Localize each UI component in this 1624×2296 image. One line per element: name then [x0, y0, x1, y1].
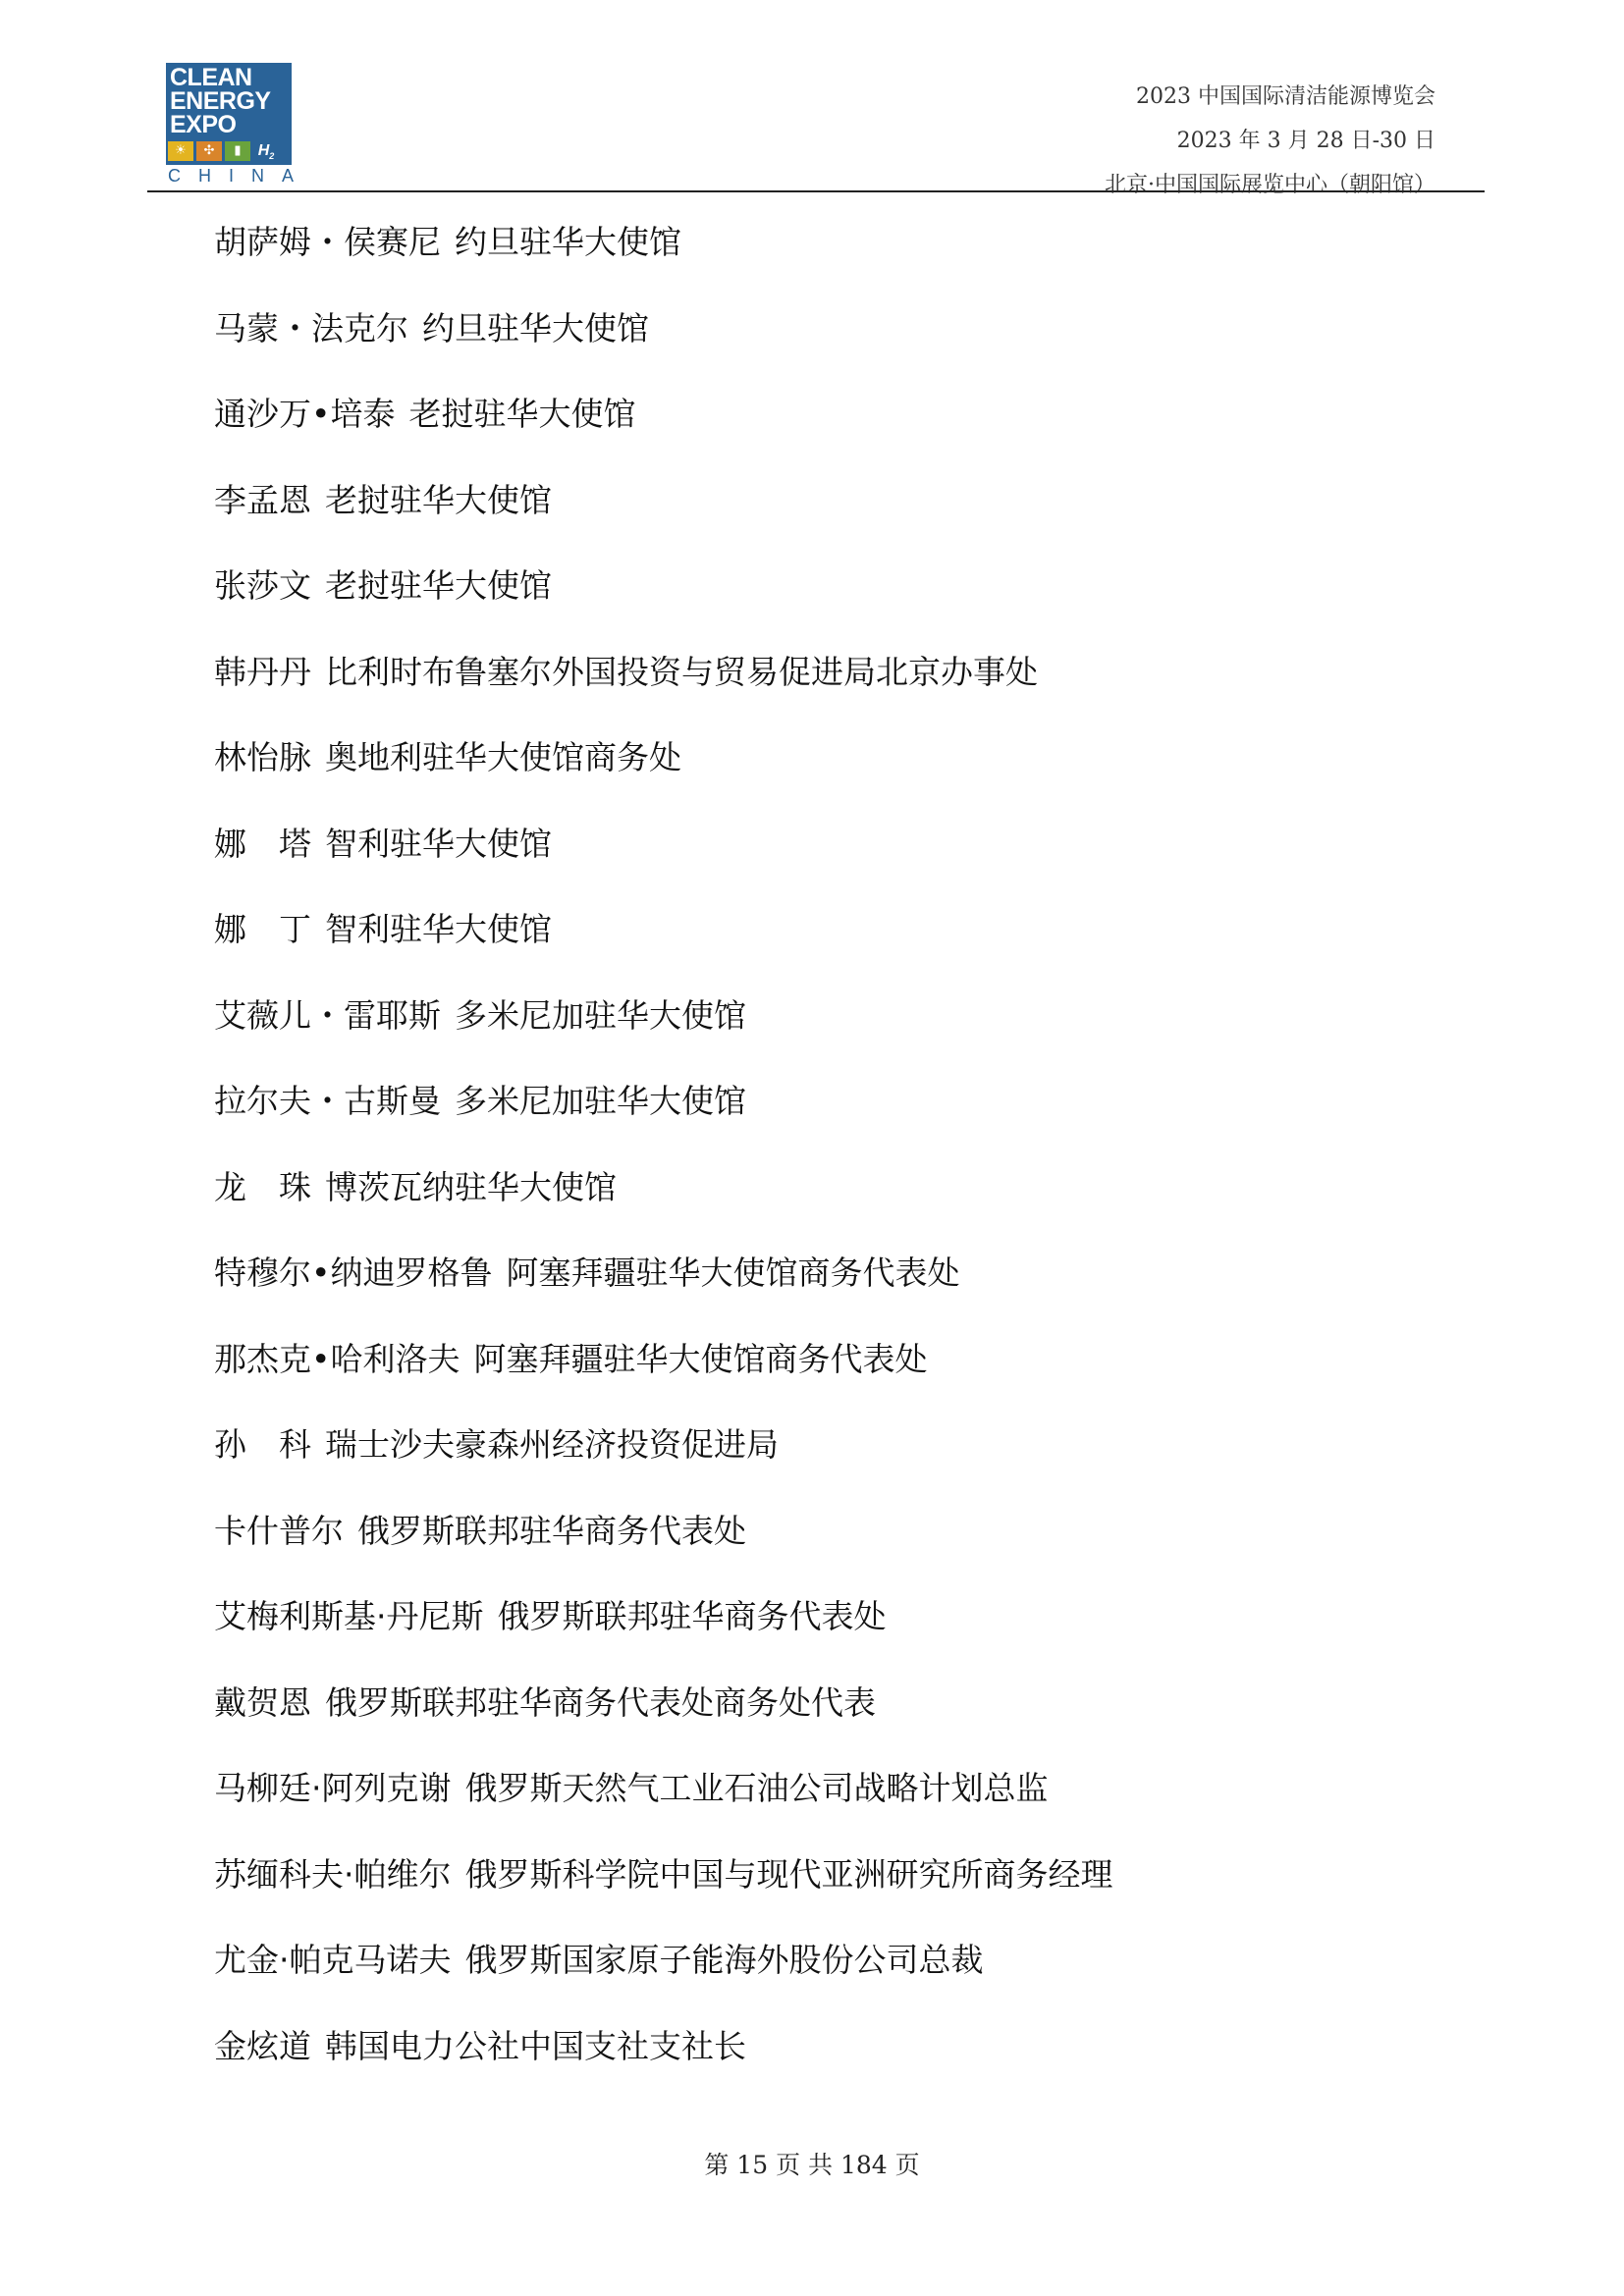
attendee-name: 孙 科 — [214, 1425, 311, 1464]
event-title: 2023 中国国际清洁能源博览会 — [1136, 84, 1435, 109]
logo-line-energy: ENERGY — [170, 87, 271, 115]
attendee-organization: 多米尼加驻华大使馆 — [455, 995, 746, 1035]
attendee-entry — [214, 1932, 1451, 2018]
attendee-organization: 老挝驻华大使馆 — [325, 566, 552, 605]
attendee-name: 胡萨姆・侯赛尼 — [214, 223, 441, 261]
attendee-organization: 俄罗斯天然气工业石油公司战略计划总监 — [464, 1769, 1049, 1807]
attendee-entry — [214, 1588, 1451, 1675]
attendee-organization: 奥地利驻华大使馆商务处 — [325, 738, 681, 776]
attendee-name: 马蒙・法克尔 — [214, 308, 408, 347]
attendee-entry — [214, 901, 1451, 988]
attendee-organization: 韩国电力公社中国支社支社长 — [325, 2026, 746, 2065]
attendee-entry — [214, 558, 1451, 644]
attendee-entry — [214, 1675, 1451, 1761]
logo-icon-strip — [168, 141, 279, 161]
attendee-list — [214, 214, 1451, 2104]
attendee-name: 艾薇儿・雷耶斯 — [214, 995, 441, 1035]
event-info — [1105, 75, 1435, 207]
logo-line-clean: CLEAN — [170, 64, 252, 91]
attendee-name: 马柳廷·阿列克谢 — [214, 1769, 452, 1807]
attendee-organization: 智利驻华大使馆 — [325, 824, 552, 863]
attendee-organization: 约旦驻华大使馆 — [455, 223, 681, 261]
logo-box — [166, 63, 292, 165]
attendee-organization: 阿塞拜疆驻华大使馆商务代表处 — [506, 1254, 960, 1292]
page-number: 第 15 页 共 184 页 — [704, 2151, 920, 2179]
attendee-entry — [214, 1073, 1451, 1159]
attendee-organization: 俄罗斯国家原子能海外股份公司总裁 — [464, 1941, 984, 1979]
attendee-name: 龙 珠 — [214, 1167, 311, 1206]
attendee-entry — [214, 214, 1451, 300]
attendee-name: 苏缅科夫·帕维尔 — [214, 1854, 452, 1894]
attendee-entry — [214, 644, 1451, 730]
attendee-entry — [214, 300, 1451, 387]
attendee-organization: 约旦驻华大使馆 — [422, 308, 649, 347]
attendee-organization: 阿塞拜疆驻华大使馆商务代表处 — [473, 1339, 928, 1378]
attendee-name: 艾梅利斯基·丹尼斯 — [214, 1597, 484, 1635]
attendee-entry — [214, 1503, 1451, 1589]
attendee-name: 娜 塔 — [214, 824, 311, 863]
attendee-organization: 俄罗斯联邦驻华商务代表处 — [497, 1597, 887, 1635]
attendee-entry — [214, 729, 1451, 816]
attendee-name: 卡什普尔 — [214, 1511, 344, 1550]
clean-energy-expo-logo — [166, 63, 323, 187]
attendee-name: 林怡脉 — [214, 738, 311, 776]
attendee-name: 通沙万•培泰 — [214, 395, 396, 433]
event-venue: 北京·中国国际展览中心（朝阳馆） — [1105, 173, 1435, 197]
attendee-entry — [214, 1416, 1451, 1503]
attendee-name: 韩丹丹 — [214, 652, 311, 691]
attendee-entry — [214, 1331, 1451, 1417]
attendee-organization: 老挝驻华大使馆 — [408, 395, 636, 433]
attendee-name: 拉尔夫・古斯曼 — [214, 1082, 441, 1120]
attendee-name: 李孟恩 — [214, 480, 311, 519]
logo-country-text: CHINA — [168, 166, 312, 186]
header-divider — [147, 190, 1485, 192]
attendee-organization: 俄罗斯科学院中国与现代亚洲研究所商务经理 — [464, 1854, 1113, 1894]
attendee-name: 张莎文 — [214, 566, 311, 605]
attendee-organization: 智利驻华大使馆 — [325, 910, 552, 948]
attendee-entry — [214, 1159, 1451, 1246]
attendee-organization: 多米尼加驻华大使馆 — [455, 1082, 746, 1120]
attendee-organization: 博茨瓦纳驻华大使馆 — [325, 1167, 617, 1206]
attendee-organization: 俄罗斯联邦驻华商务代表处商务处代表 — [325, 1682, 876, 1722]
attendee-organization: 比利时布鲁塞尔外国投资与贸易促进局北京办事处 — [325, 652, 1038, 691]
attendee-entry — [214, 1846, 1451, 1933]
attendee-name: 那杰克•哈利洛夫 — [214, 1339, 460, 1378]
wind-turbine-icon: ✣ — [196, 141, 222, 161]
attendee-organization: 老挝驻华大使馆 — [325, 480, 552, 519]
hydrogen-icon: $H_2$ — [253, 141, 279, 161]
attendee-entry — [214, 2018, 1451, 2105]
page-header — [147, 63, 1485, 197]
attendee-name: 金炫道 — [214, 2026, 311, 2065]
logo-line-expo: EXPO — [170, 111, 237, 138]
sun-icon: ☀ — [168, 141, 193, 161]
attendee-entry — [214, 1245, 1451, 1331]
attendee-entry — [214, 1760, 1451, 1846]
attendee-organization: 俄罗斯联邦驻华商务代表处 — [357, 1511, 746, 1550]
attendee-organization: 瑞士沙夫豪森州经济投资促进局 — [325, 1425, 779, 1464]
charging-plug-icon: ▮ — [225, 141, 250, 161]
event-dates: 2023 年 3 月 28 日-30 日 — [1176, 129, 1435, 153]
attendee-entry — [214, 988, 1451, 1074]
attendee-name: 娜 丁 — [214, 910, 311, 948]
attendee-entry — [214, 816, 1451, 902]
attendee-name: 尤金·帕克马诺夫 — [214, 1941, 452, 1979]
attendee-entry — [214, 472, 1451, 559]
attendee-name: 特穆尔•纳迪罗格鲁 — [214, 1254, 493, 1292]
attendee-entry — [214, 386, 1451, 472]
attendee-name: 戴贺恩 — [214, 1682, 311, 1722]
